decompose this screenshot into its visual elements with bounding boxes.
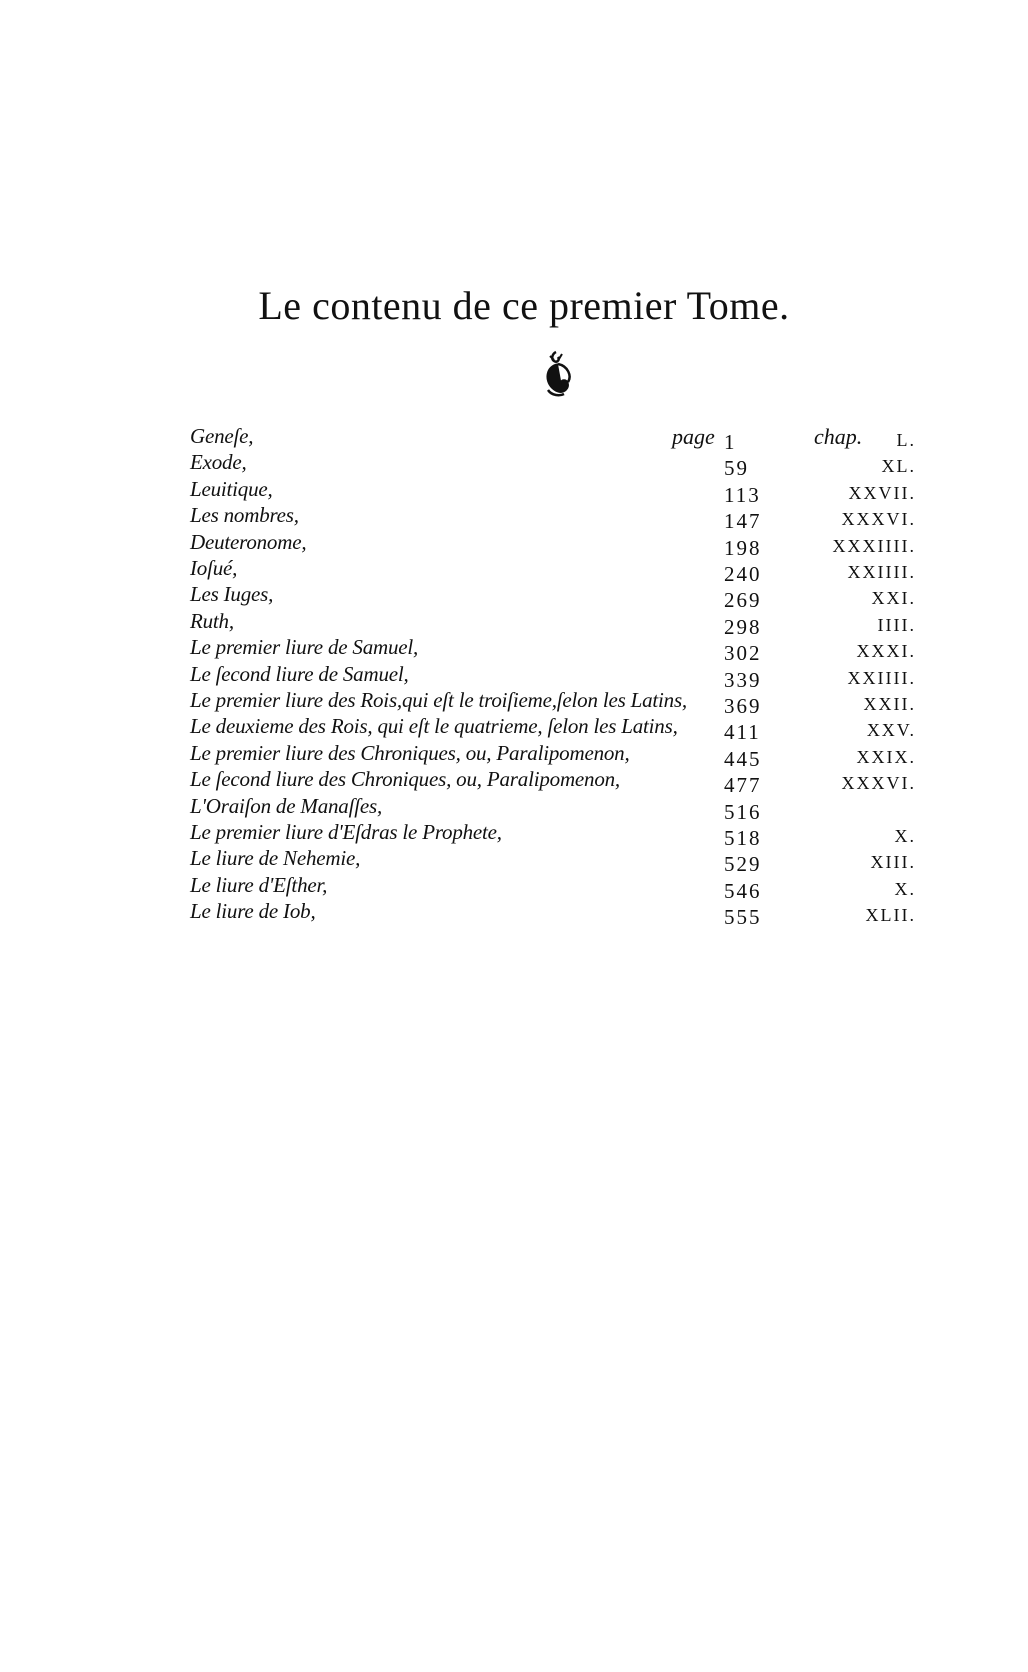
toc-entry-page: 529 (724, 852, 762, 877)
toc-entry-chapters: XXIIII. (847, 667, 916, 688)
toc-row (0, 503, 1028, 534)
toc-entry-title: Les nombres, (190, 503, 299, 528)
toc-entry-page: 546 (724, 878, 762, 903)
toc-entry-chapters: XXII. (863, 694, 916, 714)
toc-entry-chapters: XXI. (871, 588, 916, 609)
toc-entry-page: 555 (724, 905, 762, 930)
toc-row (0, 609, 1028, 637)
toc-entry-chapters: IIII. (877, 614, 916, 635)
toc-row (0, 714, 1028, 745)
toc-row (0, 477, 1028, 505)
toc-entry-page: 198 (724, 535, 762, 560)
toc-entry-page: 59 (724, 456, 749, 481)
toc-entry-title: Le liure de Iob, (190, 899, 316, 924)
toc-row (0, 424, 1028, 452)
chapter-column-header: chap. (814, 424, 863, 449)
toc-entry-chapters: X. (894, 878, 916, 899)
toc-row (0, 767, 1028, 798)
toc-entry-chapters: XXXI. (856, 641, 916, 662)
toc-entry-title: Leuitique, (190, 476, 273, 501)
toc-row (0, 662, 1028, 690)
toc-entry-title: Ioſué, (190, 556, 238, 580)
toc-entry-page: 240 (724, 562, 762, 586)
toc-entry-chapters: XXXIIII. (832, 535, 916, 556)
toc-entry-title: Le deuxieme des Rois, qui eſt le quatrieme, ſelon les Latins, (190, 714, 678, 739)
toc-entry-title: Le premier liure des Rois,qui eſt le troiſieme,ſelon les Latins, (190, 688, 687, 712)
toc-entry-title: Le ſecond liure des Chroniques, ou, Paralipomenon, (190, 767, 620, 792)
toc-entry-page: 113 (724, 482, 761, 507)
toc-row (0, 741, 1028, 769)
toc-entry-title: Le premier liure de Samuel, (190, 635, 419, 660)
toc-entry-title: Ruth, (190, 608, 234, 633)
toc-entry-title: Exode, (190, 450, 247, 475)
toc-entry-page: 339 (724, 667, 762, 692)
toc-entry-page: 1 (724, 430, 737, 454)
toc-entry-chapters: XXV. (866, 720, 916, 741)
toc-entry-page: 477 (724, 773, 762, 798)
toc-row (0, 450, 1028, 481)
toc-entry-title: Geneſe, (190, 424, 254, 448)
toc-row (0, 794, 1028, 822)
toc-entry-title: Le premier liure des Chroniques, ou, Paralipomenon, (190, 740, 630, 765)
toc-row (0, 846, 1028, 877)
toc-entry-page: 269 (724, 588, 762, 613)
toc-entry-chapters: L. (896, 430, 916, 450)
toc-entry-page: 369 (724, 694, 762, 718)
page-title: Le contenu de ce premier Tome. (258, 283, 790, 328)
toc-row (0, 582, 1028, 613)
toc-entry-chapters: XXXVI. (841, 773, 916, 794)
toc-row (0, 899, 1028, 930)
toc-row (0, 820, 1028, 848)
toc-entry-title: Le premier liure d'Eſdras le Prophete, (190, 820, 502, 844)
toc-entry-chapters: XXVII. (848, 482, 916, 503)
toc-entry-chapters: XXIIII. (847, 562, 916, 582)
toc-entry-title: Le liure d'Eſther, (190, 872, 328, 897)
toc-row (0, 688, 1028, 716)
toc-entry-title: L'Oraiſon de Manaſſes, (190, 793, 383, 818)
toc-entry-chapters: XXXVI. (841, 509, 916, 530)
toc-entry-chapters: X. (894, 826, 916, 846)
toc-entry-page: 411 (724, 720, 761, 745)
toc-row (0, 873, 1028, 901)
toc-entry-chapters: XL. (881, 456, 916, 477)
toc-entry-title: Le ſecond liure de Samuel, (190, 661, 409, 686)
toc-entry-page: 147 (724, 509, 762, 534)
toc-entry-chapters: XLII. (865, 905, 916, 926)
toc-entry-page: 445 (724, 746, 762, 771)
toc-row (0, 556, 1028, 584)
fleuron-icon (538, 350, 578, 398)
toc-entry-page: 516 (724, 799, 762, 824)
toc-entry-chapters: XXIX. (856, 746, 916, 767)
toc-entry-page: 298 (724, 614, 762, 639)
toc-entry-title: Les Iuges, (190, 582, 274, 607)
toc-entry-title: Deuteronome, (190, 529, 307, 554)
toc-entry-title: Le liure de Nehemie, (190, 846, 361, 871)
toc-row (0, 635, 1028, 666)
toc-entry-page: 518 (724, 826, 762, 850)
toc-row (0, 530, 1028, 558)
toc-entry-chapters: XIII. (870, 852, 916, 873)
page-column-header: page (672, 424, 715, 449)
toc-entry-page: 302 (724, 641, 762, 666)
